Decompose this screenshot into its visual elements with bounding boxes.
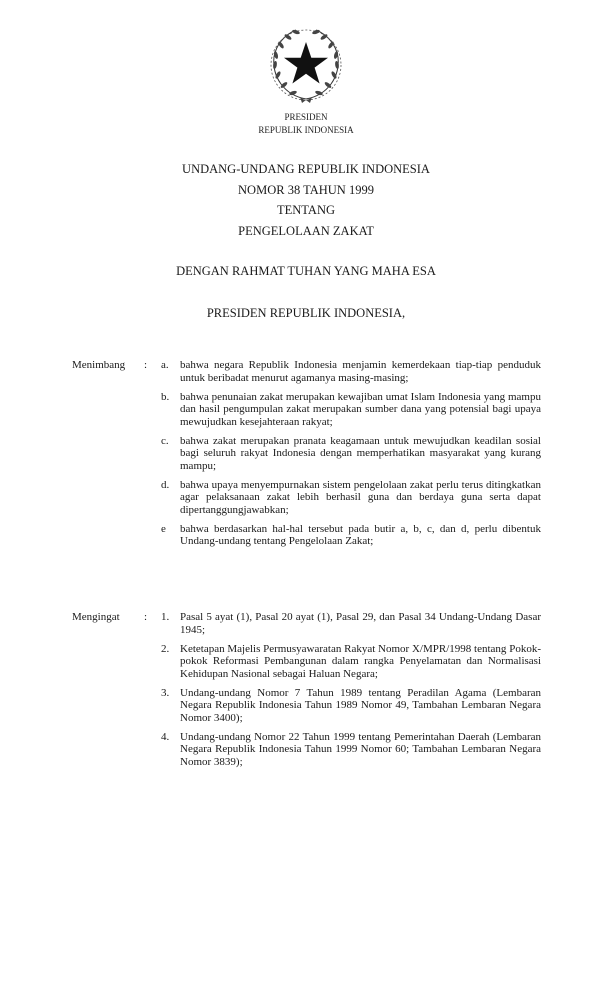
item-marker: a.: [161, 359, 169, 371]
document-title: [0, 159, 612, 242]
item-marker: c.: [161, 434, 169, 447]
item-text: Undang-undang Nomor 7 Tahun 1989 tentang Peradilan Agama (Lembaran Negara Republik Indonesia Tahun 1989 Nomor 49, Tambahan Lembaran Negara Nomor 3400);: [180, 686, 541, 724]
list-item: [161, 391, 541, 429]
item-marker: 4.: [161, 730, 170, 743]
item-marker: d.: [161, 478, 170, 491]
mengingat-label: Mengingat: [72, 611, 120, 623]
item-marker: 2.: [161, 642, 170, 655]
item-marker: 1.: [161, 611, 170, 623]
list-item: [161, 479, 541, 517]
invocation: DENGAN RAHMAT TUHAN YANG MAHA ESA: [176, 264, 436, 278]
list-item: [161, 687, 541, 725]
mengingat-list: [161, 611, 541, 775]
item-marker: e: [161, 522, 166, 535]
item-marker: 3.: [161, 686, 170, 699]
item-text: bahwa penunaian zakat merupakan kewajiban umat Islam Indonesia yang mampu dan hasil pengumpulan zakat merupakan sumber dana yang potensial bagi upaya mewujudkan kesejahteraan rakyat;: [180, 390, 541, 428]
presidential-seal-icon: [266, 25, 346, 105]
item-text: bahwa berdasarkan hal-hal tersebut pada butir a, b, c, dan d, perlu dibentuk Undang-undang tentang Pengelolaan Zakat;: [180, 522, 541, 547]
list-item: [161, 731, 541, 769]
item-text: Ketetapan Majelis Permusyawaratan Rakyat Nomor X/MPR/1998 tentang Pokok-pokok Reformasi Pembangunan dalam rangka Penyelamatan dan Normalisasi Kehidupan Nasional sebagai Haluan Negara;: [180, 642, 541, 680]
letterhead-president: PRESIDEN: [284, 112, 328, 122]
list-item: [161, 359, 541, 384]
mengingat-colon: :: [144, 611, 148, 623]
item-text: bahwa upaya menyempurnakan sistem pengelolaan zakat perlu terus ditingkatkan agar pelaksanaan zakat lebih berhasil guna dan berdaya guna serta dapat dipertanggungjawabkan;: [180, 478, 541, 516]
list-item: [161, 435, 541, 473]
item-text: Pasal 5 ayat (1), Pasal 20 ayat (1), Pasal 29, dan Pasal 34 Undang-Undang Dasar 1945;: [180, 611, 541, 636]
list-item: [161, 643, 541, 681]
menimbang-colon: :: [144, 359, 148, 371]
item-marker: b.: [161, 390, 170, 403]
title-about: TENTANG: [276, 203, 335, 218]
menimbang-list: [161, 359, 541, 554]
list-item: [161, 523, 541, 548]
menimbang-label: Menimbang: [72, 359, 126, 371]
item-text: bahwa negara Republik Indonesia menjamin kemerdekaan tiap-tiap penduduk untuk beribadat menurut agamanya masing-masing;: [180, 359, 541, 384]
title-law-number: NOMOR 38 TAHUN 1999: [238, 182, 374, 197]
president-heading: PRESIDEN REPUBLIK INDONESIA,: [206, 306, 406, 320]
item-text: bahwa zakat merupakan pranata keagamaan untuk mewujudkan keadilan sosial bagi seluruh rakyat Indonesia dengan memperhatikan masyarakat yang kurang mampu;: [180, 434, 541, 472]
letterhead-republic: REPUBLIK INDONESIA: [258, 125, 354, 135]
list-item: [161, 611, 541, 636]
title-subject: PENGELOLAAN ZAKAT: [238, 224, 374, 239]
title-law-type: UNDANG-UNDANG REPUBLIK INDONESIA: [182, 162, 430, 176]
item-text: Undang-undang Nomor 22 Tahun 1999 tentang Pemerintahan Daerah (Lembaran Negara Republik Indonesia Tahun 1999 Nomor 60; Tambahan Lembaran Negara Nomor 3839);: [180, 730, 541, 768]
